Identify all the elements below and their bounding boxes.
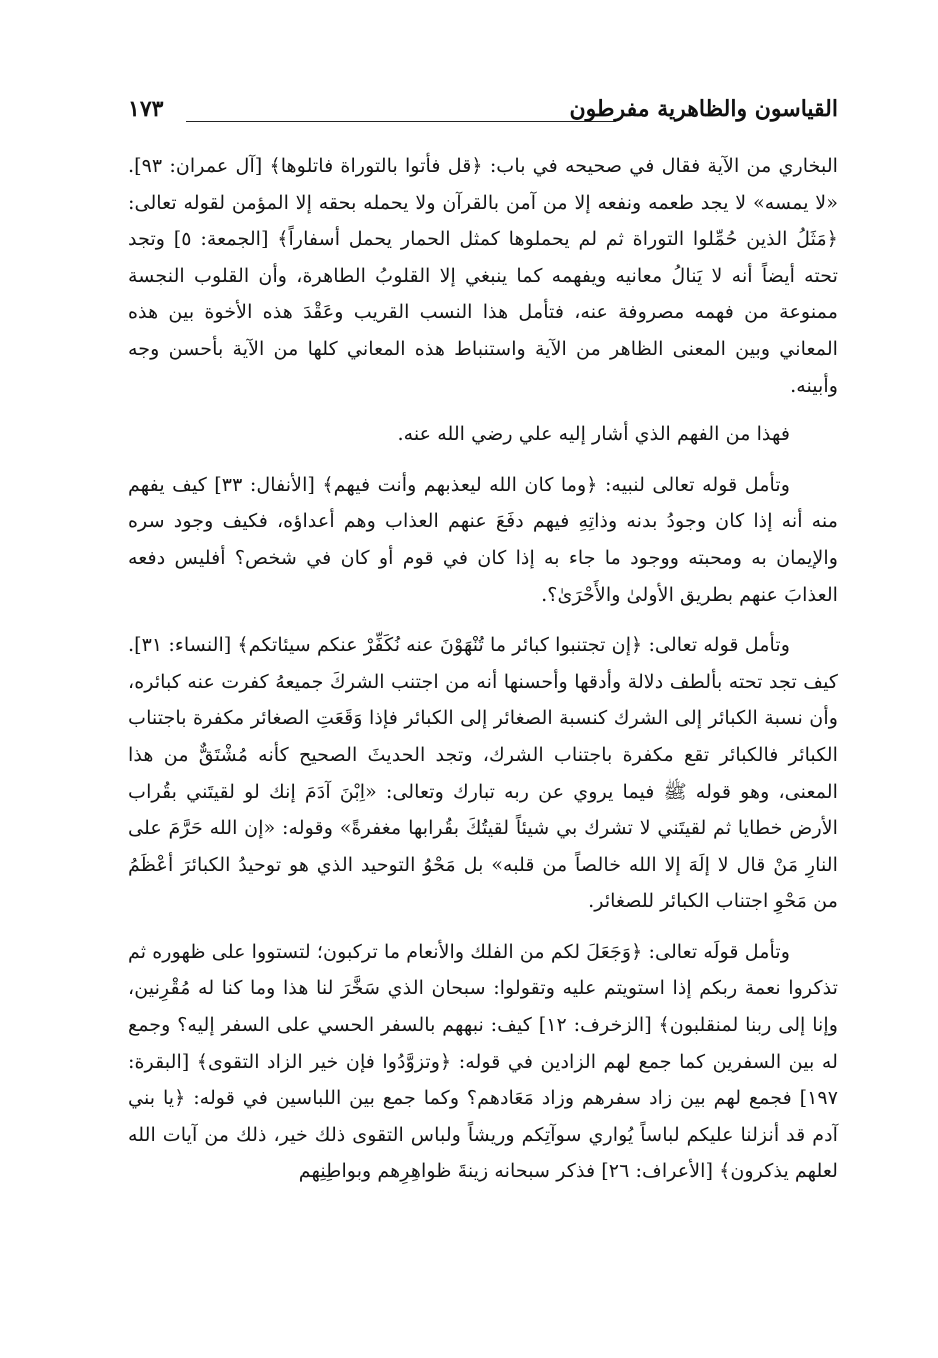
paragraph-continuation: البخاري من الآية فقال في صحيحه في باب: ﴿قل فأتوا بالتوراة فاتلوها﴾ [آل عمران: ٩٣]. «لا يمسه» لا يجد طعمه ونفعه إلا من آمن بالقرآن ولا يحمله بحقه إلا المؤمن لقوله تعالى: ﴿مَثَلُ الذين حُمِّلوا التوراة ثم لم يحملوها كمثل الحمار يحمل أسفاراً﴾ [الجمعة: ٥] وتجد تحته أيضاً أنه لا يَنالُ معانيه ويفهمه كما ينبغي إلا القلوبُ الطاهرة، وأن القلوب النجسة ممنوعة من فهمه مصروفة عنه، فتأمل هذا النسب القريب وعَقْدَ هذه الأخوة بين هذه المعاني وبين المعنى الظاهر من الآية واستنباط هذه المعاني كلها من الآية بأحسن وجه وأبينه. <box>128 154 838 397</box>
paragraph: وتأمل قوله تعالى لنبيه: ﴿وما كان الله ليعذبهم وأنت فيهم﴾ [الأنفال: ٣٣] كيف يفهم منه أنه إذا كان وجودُ بدنه وذاتِهِ فيهم دفَعَ عنهم العذاب وهم أعداؤه، فكيف وجود سره والإيمان به ومحبته ووجود ما جاء به إذا كان في قوم أو كان في شخص؟ أفليس دفعه العذابَ عنهم بطريق الأولىٰ والأَحْرَىٰ؟. <box>128 472 838 606</box>
header-rule <box>186 121 616 122</box>
page-header <box>128 94 838 134</box>
page-number: ١٧٣ <box>128 96 164 122</box>
paragraph: وتأمل قولَه تعالى: ﴿وَجَعَلَ لكم من الفلك والأنعام ما تركبون؛ لتستووا على ظهوره ثم تذكروا نعمة ربكم إذا استويتم عليه وتقولوا: سبحان الذي سَخَّرَ لنا هذا وما كنا له مُقْرِنين، وإنا إلى ربنا لمنقلبون﴾ [الزخرف: ١٢] كيف: نبههم بالسفر الحسي على السفر إليه؟ وجمع له بين السفرين كما جمع لهم الزادين في قوله: ﴿وتزوَّدُوا فإن خير الزاد التقوى﴾ [البقرة: ١٩٧] فجمع لهم بين زاد سفرهم وزاد مَعَادهم؟ وكما جمع بين اللباسين في قوله: ﴿يا بني آدم قد أنزلنا عليكم لباساً يُواري سوآتِكم وريشاً ولباس التقوى ذلك خير، ذلك من آيات الله لعلهم يذكرون﴾ [الأعراف: ٢٦] فذكر سبحانه زينةَ ظواهِرِهم وبواطِنِهم <box>128 939 838 1183</box>
body-text <box>128 148 838 1190</box>
paragraph: وتأمل قوله تعالى: ﴿إن تجتنبوا كبائر ما تُنْهَوْنَ عنه نُكَفِّرْ عنكم سيئاتكم﴾ [النساء: ٣١]. كيف تجد تحته بألطف دلالة وأدقها وأحسنها أنه من اجتنب الشركَ جميعهُ كفرت عنه كبائره، وأن نسبة الكبائر إلى الشرك كنسبة الصغائر إلى الكبائر فإذا وَقَعَتِ الصغائر مكفرة باجتناب الكبائر فالكبائر تقع مكفرة باجتناب الشرك، وتجد الحديثَ الصحيح كأنه مُشْتَقٌّ من هذا المعنى، وهو قوله ﷺ فيما يروي عن ربه تبارك وتعالى: «اِبْنَ آدَمَ إنك لو لقيتَني بقُراب الأرض خطايا ثم لقيتَني لا تشرك بي شيئاً لقيتُكَ بقُرابها مغفرةً» وقوله: «إن الله حَرَّمَ على النارِ مَنْ قال لا إلَهَ إلا الله خالصاً من قلبه» بل مَحْوُ التوحيد الذي هو توحيدُ الكبائرَ أعْظَمُ من مَحْوِ اجتناب الكبائر للصغائر. <box>128 633 838 913</box>
running-title: القياسون والظاهرية مفرطون <box>569 96 838 122</box>
paragraph: فهذا من الفهم الذي أشار إليه علي رضي الله عنه. <box>397 422 790 446</box>
